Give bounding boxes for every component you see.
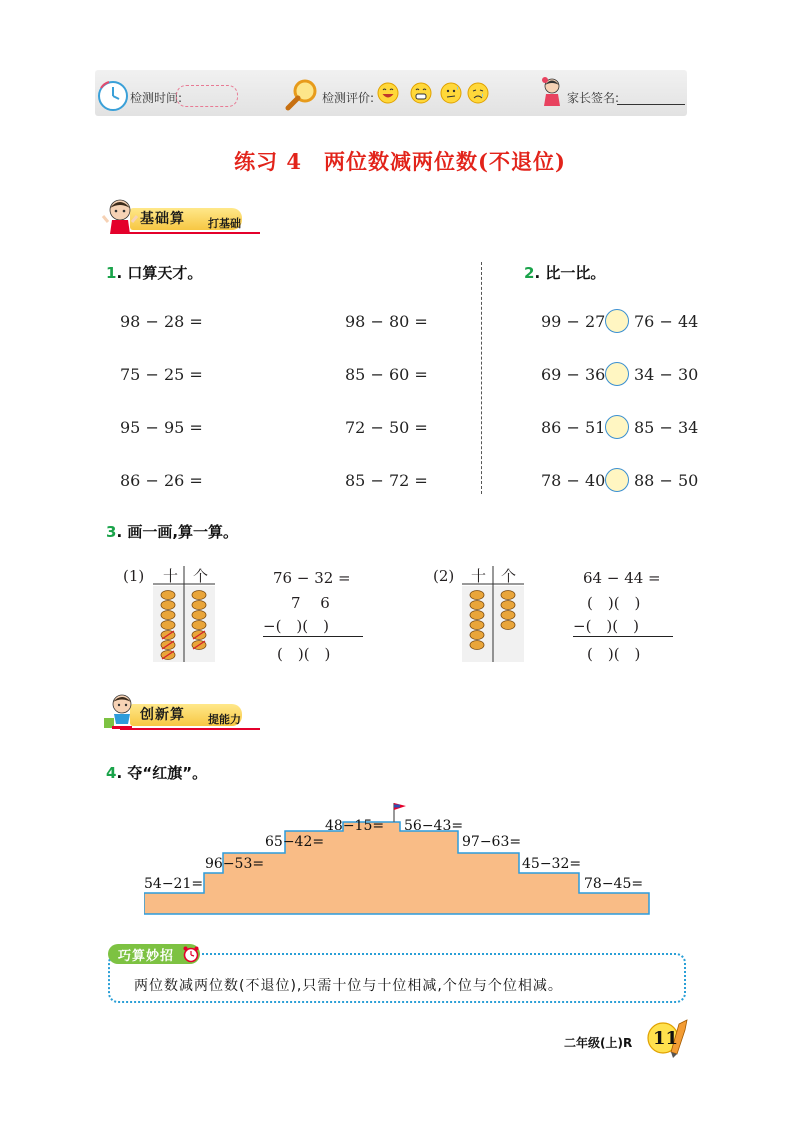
q2-b-4: 88 − 50 xyxy=(634,471,699,490)
q3-p2-ones: 个 xyxy=(501,567,517,585)
banner-title: 基础算 xyxy=(140,211,185,227)
alarm-clock-icon xyxy=(182,945,200,963)
q1-number: 1 xyxy=(106,264,117,282)
q1-left-4: 86 − 26 = xyxy=(120,471,203,490)
q1-right-1: 98 − 80 = xyxy=(345,312,428,331)
step-1[interactable]: 54−21= xyxy=(144,876,204,892)
q3-p1-tens: 十 xyxy=(163,567,179,585)
boy-mascot-icon xyxy=(100,196,140,236)
q2-a-4: 78 − 40 xyxy=(541,471,606,490)
tip-tag-text: 巧算妙招 xyxy=(118,949,175,964)
step-3[interactable]: 65−42= xyxy=(265,834,325,850)
tip-text: 两位数减两位数(不退位),只需十位与十位相减,个位与个位相减。 xyxy=(134,978,563,994)
q1-right-3: 72 − 50 = xyxy=(345,418,428,437)
q3-p1-line xyxy=(263,636,363,637)
page-number: 11 xyxy=(653,1028,679,1049)
q3-p1-row1: 7 6 xyxy=(291,594,330,612)
abacus-2 xyxy=(462,566,524,662)
clock-icon xyxy=(97,80,129,112)
q3-p1-label: (1) xyxy=(123,567,145,585)
q3-p2-label: (2) xyxy=(433,567,455,585)
q2-b-3: 85 − 34 xyxy=(634,418,699,437)
q2-b-1: 76 − 44 xyxy=(634,312,699,331)
q1-left-3: 95 − 95 = xyxy=(120,418,203,437)
grinning-face-icon[interactable] xyxy=(410,82,432,104)
eval-label: 检测评价: xyxy=(322,91,375,105)
banner-sub: 提能力 xyxy=(208,713,241,726)
q3-p1-row3[interactable]: ( )( ) xyxy=(277,645,331,663)
parent-sign-label: 家长签名: xyxy=(567,91,620,105)
q2-number: 2 xyxy=(524,264,535,282)
q3-label: . 画一画,算一算。 xyxy=(116,523,239,541)
banner-title: 创新算 xyxy=(140,707,185,723)
worried-face-icon[interactable] xyxy=(440,82,462,104)
q4-title xyxy=(106,762,207,783)
compare-circle-4[interactable] xyxy=(605,468,629,492)
time-field[interactable] xyxy=(176,85,238,107)
q3-p1-ones: 个 xyxy=(193,567,209,585)
red-flag-icon[interactable] xyxy=(393,803,407,815)
q3-number: 3 xyxy=(106,523,117,541)
time-label: 检测时间: xyxy=(130,91,183,105)
step-4[interactable]: 48−15= xyxy=(325,818,385,834)
crying-face-icon[interactable] xyxy=(467,82,489,104)
magnifier-icon xyxy=(285,78,319,112)
q2-label: . 比一比。 xyxy=(534,264,606,282)
column-divider xyxy=(481,262,482,494)
q1-left-2: 75 − 25 = xyxy=(120,365,203,384)
step-7[interactable]: 45−32= xyxy=(522,856,582,872)
step-8[interactable]: 78−45= xyxy=(584,876,644,892)
q3-p2-row3[interactable]: ( )( ) xyxy=(587,645,641,663)
q2-a-3: 86 − 51 xyxy=(541,418,606,437)
q3-p1-row2[interactable]: −( )( ) xyxy=(263,617,329,635)
step-5[interactable]: 56−43= xyxy=(404,818,464,834)
q1-title xyxy=(106,262,202,283)
page-title: 练习 4 两位数减两位数(不退位) xyxy=(234,149,566,174)
section-banner-innovate xyxy=(100,692,270,736)
footer-grade: 二年级(上)R xyxy=(564,1036,633,1050)
banner-underline xyxy=(120,232,260,234)
q3-p1-expr: 76 − 32 = xyxy=(273,569,351,587)
q3-p2-expr: 64 − 44 = xyxy=(583,569,661,587)
compare-circle-3[interactable] xyxy=(605,415,629,439)
q3-title xyxy=(106,521,238,542)
q2-title xyxy=(524,262,605,283)
q1-label: . 口算天才。 xyxy=(116,264,203,282)
compare-circle-1[interactable] xyxy=(605,309,629,333)
q2-b-2: 34 − 30 xyxy=(634,365,699,384)
q4-label: . 夺“红旗”。 xyxy=(116,764,208,782)
q3-p2-row1[interactable]: ( )( ) xyxy=(587,594,641,612)
q1-right-2: 85 − 60 = xyxy=(345,365,428,384)
banner-underline xyxy=(120,728,260,730)
abacus-1 xyxy=(153,566,215,662)
q3-p2-line xyxy=(573,636,673,637)
banner-sub: 打基础 xyxy=(208,217,241,230)
step-2[interactable]: 96−53= xyxy=(205,856,265,872)
section-banner-basic xyxy=(100,196,270,240)
q1-left-1: 98 − 28 = xyxy=(120,312,203,331)
q3-p2-tens: 十 xyxy=(471,567,487,585)
q2-a-2: 69 − 36 xyxy=(541,365,606,384)
compare-circle-2[interactable] xyxy=(605,362,629,386)
q2-a-1: 99 − 27 xyxy=(541,312,606,331)
laughing-face-icon[interactable] xyxy=(377,82,399,104)
boy-skater-icon xyxy=(100,692,140,732)
q1-right-4: 85 − 72 = xyxy=(345,471,428,490)
step-6[interactable]: 97−63= xyxy=(462,834,522,850)
parent-sign-field[interactable] xyxy=(617,104,685,105)
girl-mascot-icon xyxy=(540,76,564,110)
q3-p2-row2[interactable]: −( )( ) xyxy=(573,617,639,635)
q4-number: 4 xyxy=(106,764,117,782)
